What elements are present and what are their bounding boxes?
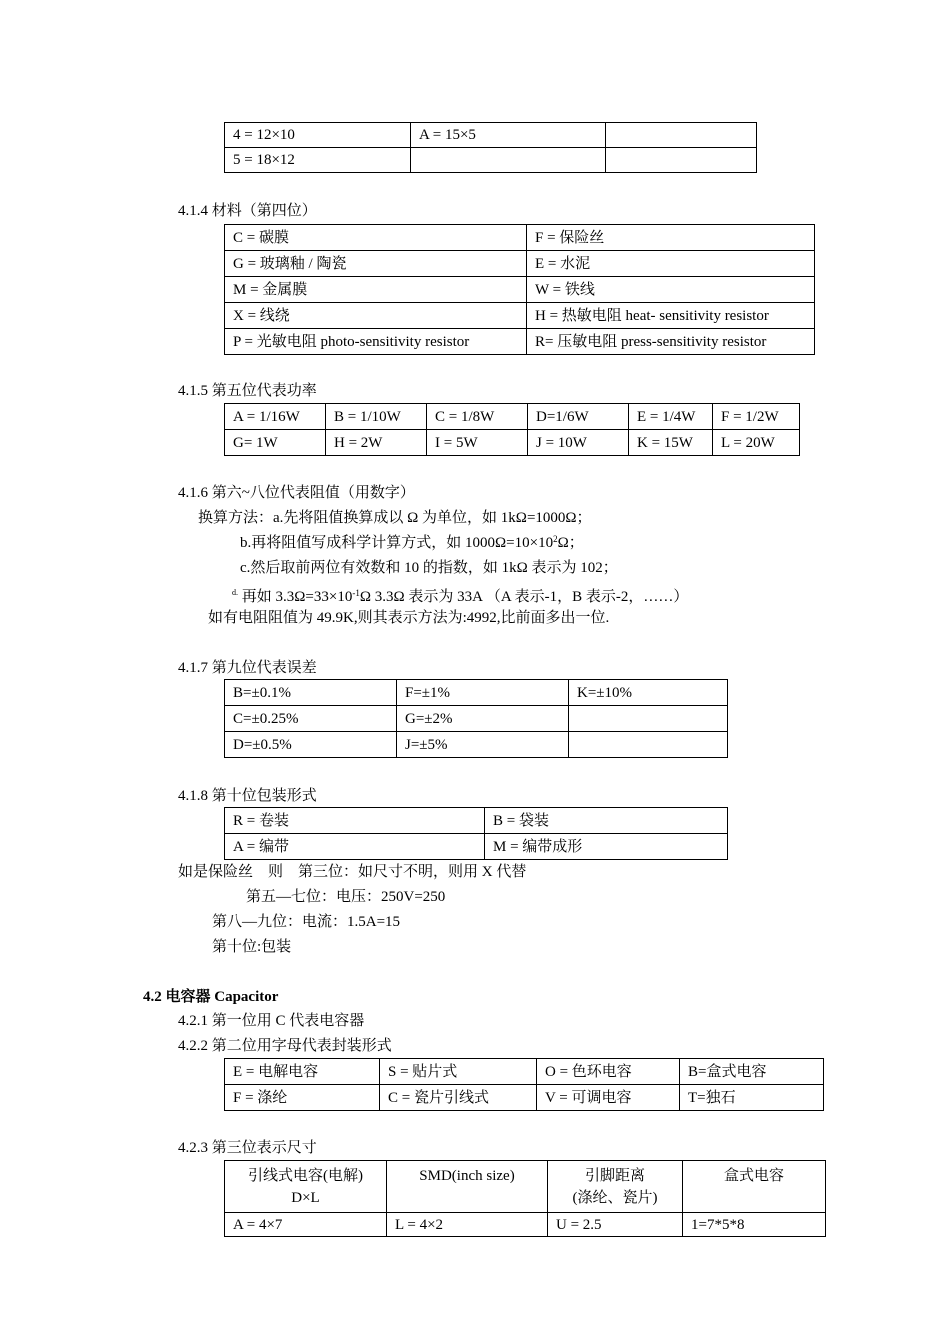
fuse-note-line-4: 第十位:包装 <box>212 939 292 955</box>
table-cell: B=±0.1% <box>225 680 397 706</box>
table-cell: R = 卷装 <box>225 808 485 834</box>
text-run: 再如 3.3Ω=33×10 <box>241 589 353 605</box>
table-cell: S = 贴片式 <box>380 1059 537 1085</box>
table-cell: E = 水泥 <box>527 251 815 277</box>
table-cell: H = 热敏电阻 heat- sensitivity resistor <box>527 303 815 329</box>
table-cell: R= 压敏电阻 press-sensitivity resistor <box>527 329 815 355</box>
exponent: 2 <box>553 534 558 544</box>
table-cell: C = 碳膜 <box>225 225 527 251</box>
table-cell: F = 保险丝 <box>527 225 815 251</box>
header-line: D×L <box>291 1190 320 1206</box>
material-table <box>224 224 815 355</box>
table-cell: M = 金属膜 <box>225 277 527 303</box>
table-cell: F = 1/2W <box>713 404 800 430</box>
text-run: b.再将阻值写成科学计算方式，如 1000Ω=10×10 <box>240 535 554 551</box>
table-cell: H = 2W <box>326 430 427 456</box>
table-cell <box>606 123 757 148</box>
column-header <box>548 1161 683 1213</box>
table-cell: J=±5% <box>397 732 569 758</box>
table-cell: G= 1W <box>225 430 326 456</box>
section-heading-4-2 <box>143 988 278 1006</box>
table-cell: 1=7*5*8 <box>683 1213 826 1237</box>
header-line: (涤纶、瓷片) <box>572 1190 658 1206</box>
column-header <box>387 1161 548 1213</box>
table-cell: C=±0.25% <box>225 706 397 732</box>
section-heading-4-1-7: 4.1.7 第九位代表误差 <box>178 660 317 676</box>
table-cell: G = 玻璃釉 / 陶瓷 <box>225 251 527 277</box>
table-cell: X = 线绕 <box>225 303 527 329</box>
table-cell: U = 2.5 <box>548 1213 683 1237</box>
table-cell: C = 瓷片引线式 <box>380 1085 537 1111</box>
table-cell: O = 色环电容 <box>537 1059 680 1085</box>
table-cell: K = 15W <box>629 430 713 456</box>
column-header <box>225 1161 387 1213</box>
fuse-note-line-1: 如是保险丝 则 第三位：如尺寸不明，则用 X 代替 <box>178 864 527 880</box>
table-cell: L = 20W <box>713 430 800 456</box>
table-cell: L = 4×2 <box>387 1213 548 1237</box>
table-cell: M = 编带成形 <box>485 834 728 860</box>
tolerance-table <box>224 679 728 758</box>
table-cell: 5 = 18×12 <box>225 148 411 173</box>
power-table <box>224 403 800 456</box>
table-cell: E = 电解电容 <box>225 1059 380 1085</box>
section-heading-4-2-2: 4.2.2 第二位用字母代表封装形式 <box>178 1038 392 1054</box>
capacitor-package-table <box>224 1058 824 1111</box>
table-cell: J = 10W <box>528 430 629 456</box>
table-cell: I = 5W <box>427 430 528 456</box>
text-run: Ω 3.3Ω 表示为 33A （A 表示-1，B 表示-2，……） <box>359 589 689 605</box>
table-cell: P = 光敏电阻 photo-sensitivity resistor <box>225 329 527 355</box>
resistance-example: 如有电阻阻值为 49.9K,则其表示方法为:4992,比前面多出一位. <box>208 610 610 626</box>
list-marker: d. <box>232 588 238 597</box>
conversion-method-c: c.然后取前两位有效数和 10 的指数，如 1kΩ 表示为 102； <box>240 560 618 576</box>
table-cell: A = 编带 <box>225 834 485 860</box>
header-line: SMD(inch size) <box>419 1168 515 1184</box>
table-cell <box>569 732 728 758</box>
section-heading-4-1-4: 4.1.4 材料（第四位） <box>178 203 317 219</box>
heading-text: 4.2 电容器 Capacitor <box>143 989 279 1005</box>
table-cell: A = 15×5 <box>411 123 606 148</box>
conversion-method-d <box>232 584 688 606</box>
table-cell: K=±10% <box>569 680 728 706</box>
conversion-method-b <box>240 534 584 552</box>
section-heading-4-2-1: 4.2.1 第一位用 C 代表电容器 <box>178 1013 365 1029</box>
packaging-table <box>224 807 728 860</box>
fuse-note-line-2: 第五—七位：电压：250V=250 <box>246 889 446 905</box>
section-heading-4-1-5: 4.1.5 第五位代表功率 <box>178 383 317 399</box>
table-cell <box>411 148 606 173</box>
table-cell: B=盒式电容 <box>680 1059 824 1085</box>
table-cell: F=±1% <box>397 680 569 706</box>
section-heading-4-1-8: 4.1.8 第十位包装形式 <box>178 788 317 804</box>
table-cell <box>606 148 757 173</box>
header-line: 盒式电容 <box>723 1168 784 1184</box>
table-cell: E = 1/4W <box>629 404 713 430</box>
conversion-method-a: 换算方法：a.先将阻值换算成以 Ω 为单位，如 1kΩ=1000Ω； <box>198 510 592 526</box>
table-cell: D=1/6W <box>528 404 629 430</box>
table-cell: B = 1/10W <box>326 404 427 430</box>
header-line: 引脚距离 <box>584 1168 645 1184</box>
capacitor-size-table <box>224 1160 826 1237</box>
table-cell: G=±2% <box>397 706 569 732</box>
table-cell: 4 = 12×10 <box>225 123 411 148</box>
text-run: Ω； <box>557 535 584 551</box>
table-cell: W = 铁线 <box>527 277 815 303</box>
table-cell: F = 涤纶 <box>225 1085 380 1111</box>
header-line: 引线式电容(电解) <box>248 1168 363 1184</box>
table-cell: V = 可调电容 <box>537 1085 680 1111</box>
table-cell: D=±0.5% <box>225 732 397 758</box>
fuse-note-line-3: 第八—九位：电流：1.5A=15 <box>212 914 401 930</box>
column-header <box>683 1161 826 1213</box>
table-cell: T=独石 <box>680 1085 824 1111</box>
table-cell: A = 1/16W <box>225 404 326 430</box>
section-heading-4-1-6: 4.1.6 第六~八位代表阻值（用数字） <box>178 485 415 501</box>
table-cell: C = 1/8W <box>427 404 528 430</box>
table-cell: B = 袋装 <box>485 808 728 834</box>
exponent: -1 <box>352 588 360 598</box>
table-cell: A = 4×7 <box>225 1213 387 1237</box>
size-table-continued <box>224 122 757 173</box>
table-cell <box>569 706 728 732</box>
section-heading-4-2-3: 4.2.3 第三位表示尺寸 <box>178 1140 317 1156</box>
